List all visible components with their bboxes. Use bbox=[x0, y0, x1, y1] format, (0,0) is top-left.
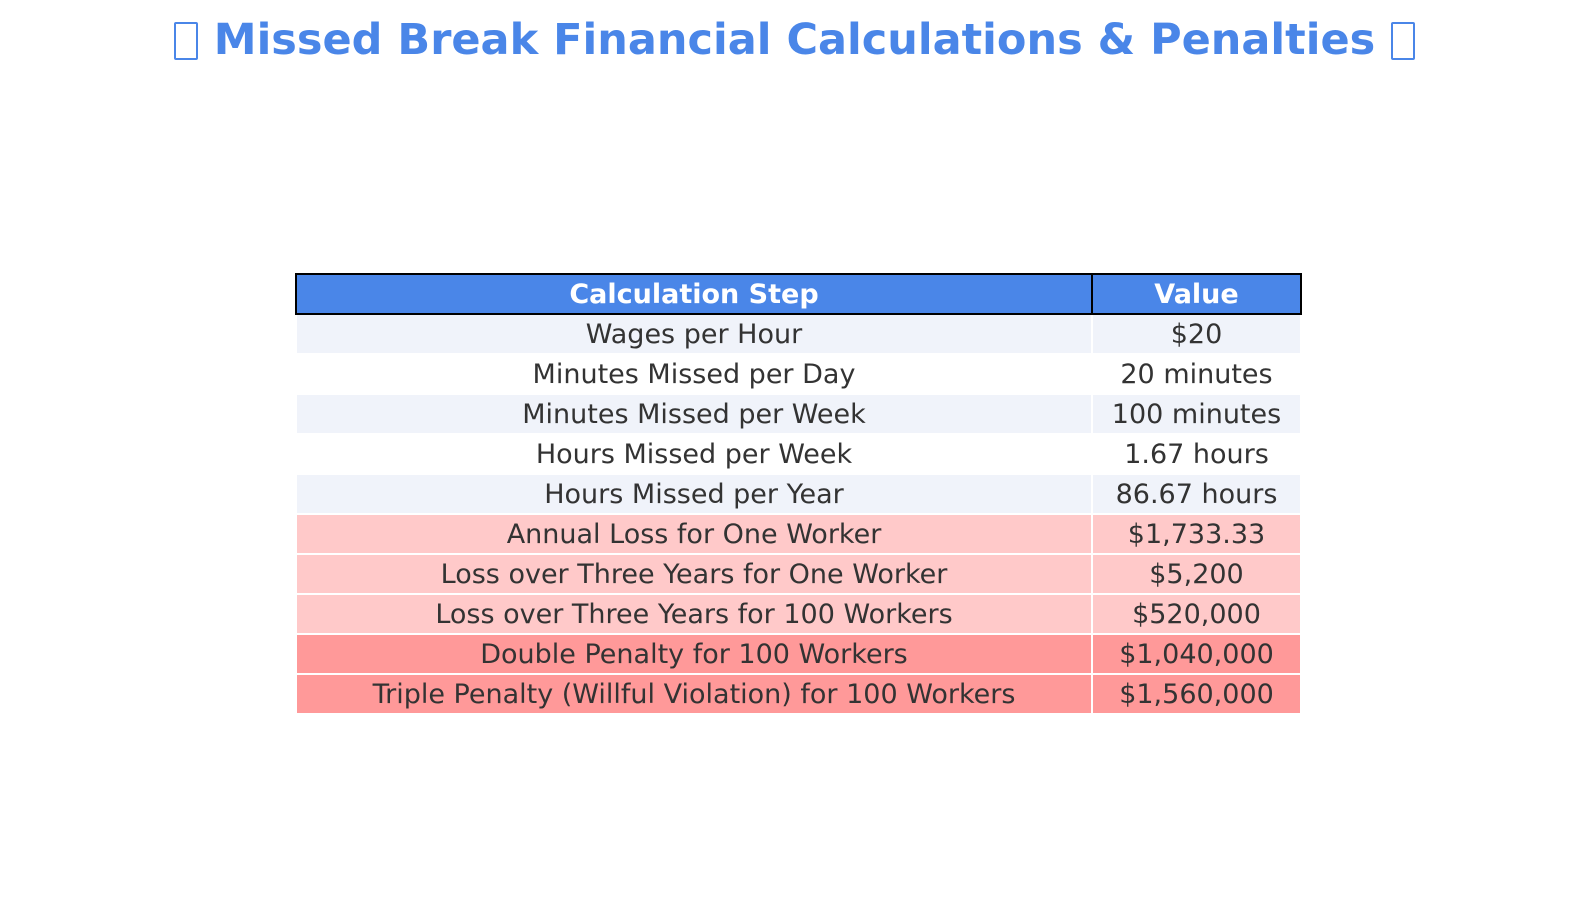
table-body bbox=[296, 314, 1301, 714]
calculation-step-cell: Triple Penalty (Willful Violation) for 100 Workers bbox=[296, 674, 1092, 714]
table-row bbox=[296, 394, 1301, 434]
value-cell: 100 minutes bbox=[1092, 394, 1301, 434]
value-cell: $1,733.33 bbox=[1092, 514, 1301, 554]
calculation-step-cell: Annual Loss for One Worker bbox=[296, 514, 1092, 554]
calculation-step-cell: Loss over Three Years for One Worker bbox=[296, 554, 1092, 594]
page-title bbox=[0, 10, 1589, 70]
value-cell: $20 bbox=[1092, 314, 1301, 354]
calculation-step-cell: Loss over Three Years for 100 Workers bbox=[296, 594, 1092, 634]
value-cell: $520,000 bbox=[1092, 594, 1301, 634]
calculation-step-cell: Wages per Hour bbox=[296, 314, 1092, 354]
column-header-value: Value bbox=[1092, 274, 1301, 314]
column-header-step: Calculation Step bbox=[296, 274, 1092, 314]
value-cell: 1.67 hours bbox=[1092, 434, 1301, 474]
missing-glyph-icon bbox=[1391, 22, 1415, 60]
table-row bbox=[296, 674, 1301, 714]
calculation-step-cell: Hours Missed per Week bbox=[296, 434, 1092, 474]
table-header-row bbox=[296, 274, 1301, 314]
table-row bbox=[296, 314, 1301, 354]
missing-glyph-icon bbox=[174, 22, 198, 60]
calculation-step-cell: Minutes Missed per Week bbox=[296, 394, 1092, 434]
table-row bbox=[296, 554, 1301, 594]
calculation-step-cell: Hours Missed per Year bbox=[296, 474, 1092, 514]
title-text: Missed Break Financial Calculations & Penalties bbox=[213, 15, 1376, 65]
calculation-step-cell: Double Penalty for 100 Workers bbox=[296, 634, 1092, 674]
table-row bbox=[296, 434, 1301, 474]
table-row bbox=[296, 634, 1301, 674]
table-row bbox=[296, 354, 1301, 394]
value-cell: $1,560,000 bbox=[1092, 674, 1301, 714]
value-cell: 20 minutes bbox=[1092, 354, 1301, 394]
table-row bbox=[296, 514, 1301, 554]
table-row bbox=[296, 474, 1301, 514]
value-cell: 86.67 hours bbox=[1092, 474, 1301, 514]
value-cell: $1,040,000 bbox=[1092, 634, 1301, 674]
table-row bbox=[296, 594, 1301, 634]
calculation-step-cell: Minutes Missed per Day bbox=[296, 354, 1092, 394]
value-cell: $5,200 bbox=[1092, 554, 1301, 594]
calculation-table bbox=[295, 273, 1302, 715]
